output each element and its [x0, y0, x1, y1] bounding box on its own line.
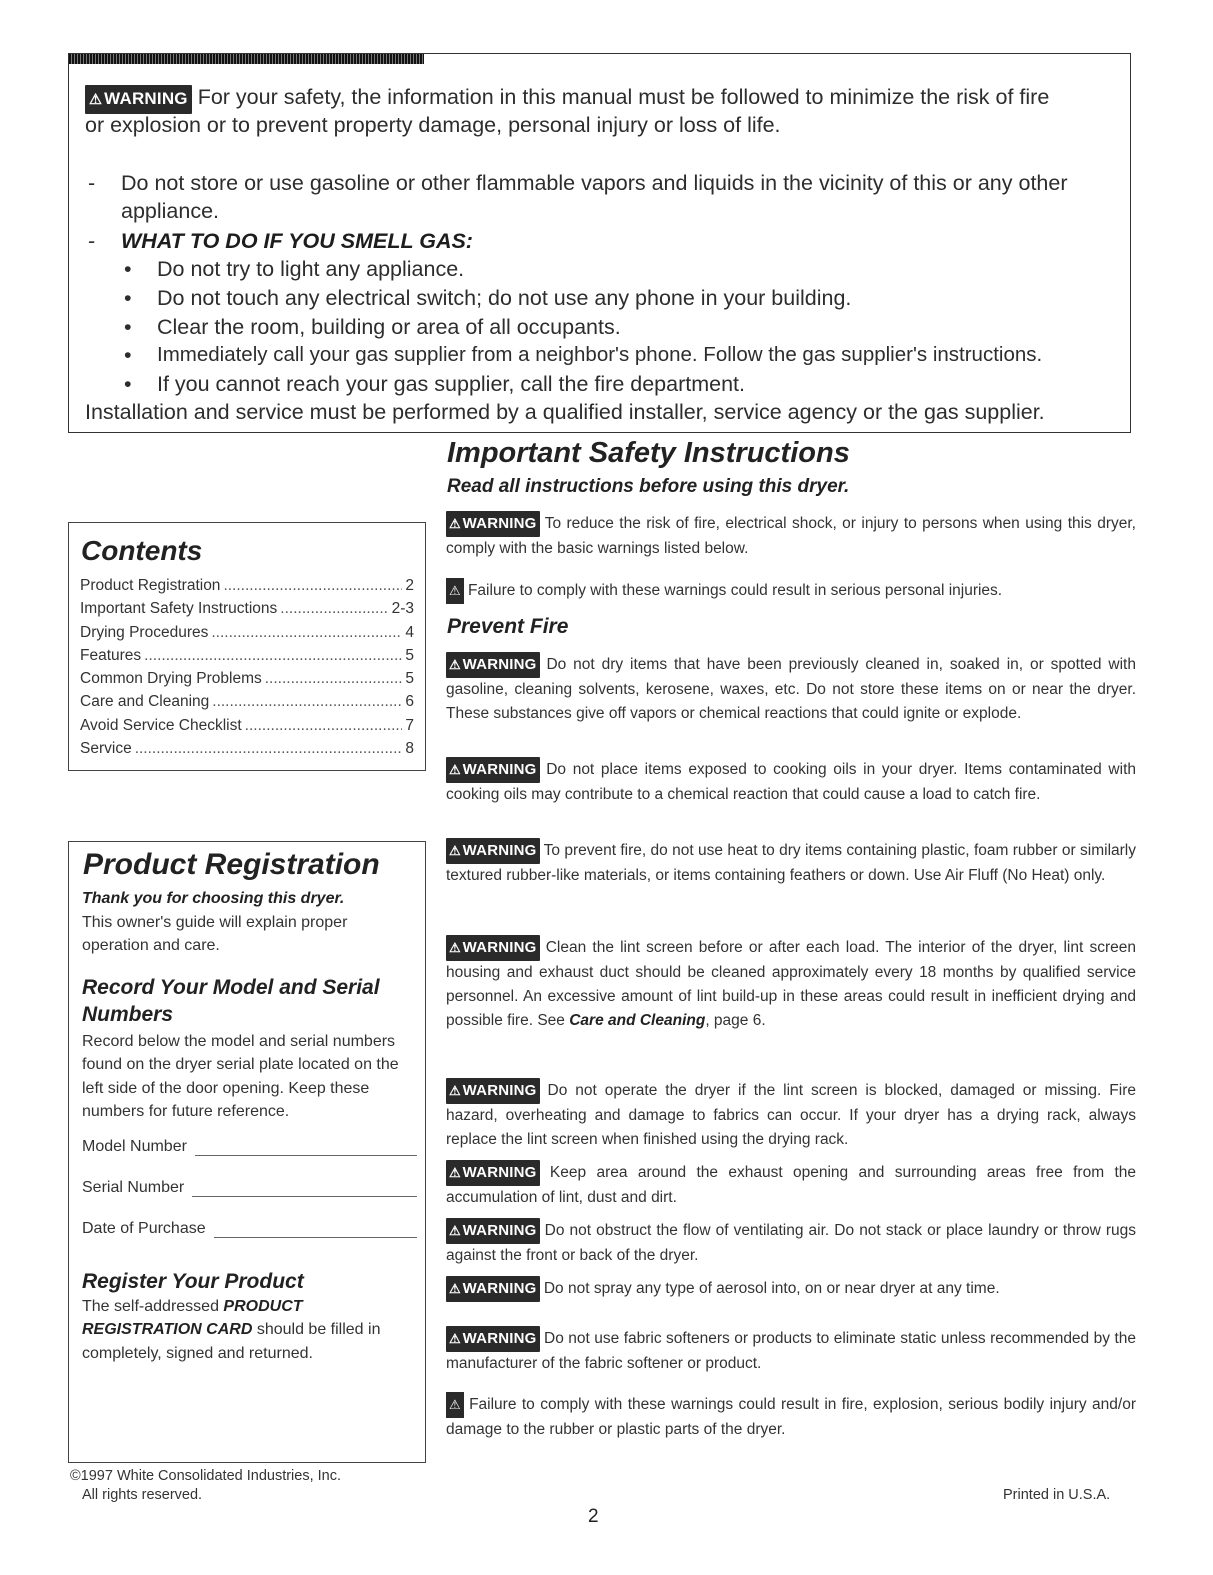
warning-badge: ⚠ WARNING — [446, 1326, 540, 1352]
serial-number-field[interactable] — [82, 1179, 417, 1197]
bullet-icon: • — [124, 257, 132, 281]
warning-badge: ⚠ WARNING — [446, 511, 540, 537]
warning-triangle-icon: ⚠ — [449, 516, 461, 531]
warning-triangle-icon: ⚠ — [449, 843, 461, 858]
warning-paragraph: ⚠ WARNING Do not use fabric softeners or products to eliminate static unless recommended by the manufacturer of the fabric softener or product. — [446, 1326, 1136, 1376]
gas-bullet: Do not touch any electrical switch; do not use any phone in your building. — [157, 286, 852, 310]
warning-badge: ⚠ WARNING — [446, 1276, 540, 1302]
record-heading: Record Your Model and Serial Numbers — [82, 975, 380, 1026]
copyright: ©1997 White Consolidated Industries, Inc. — [70, 1468, 342, 1484]
final-caution-paragraph: ⚠ Failure to comply with these warnings could result in fire, explosion, serious bodily injury and/or damage to the rubber or plastic parts of the dryer. — [446, 1392, 1136, 1442]
warning-triangle-icon: ⚠ — [446, 1392, 464, 1418]
warning-badge: ⚠ WARNING — [446, 1160, 540, 1186]
gas-bullet: Do not try to light any appliance. — [157, 257, 465, 281]
warning-badge: ⚠ WARNING — [446, 1218, 540, 1244]
registration-box — [68, 841, 426, 1463]
rights-reserved: All rights reserved. — [82, 1487, 203, 1503]
warning-badge: ⚠ WARNING — [446, 838, 540, 864]
warning-triangle-icon: ⚠ — [449, 1223, 461, 1238]
warning-triangle-icon: ⚠ — [446, 578, 464, 604]
contents-title: Contents — [81, 535, 203, 566]
warning-badge: ⚠ WARNING — [446, 1078, 540, 1104]
contents-item[interactable]: Drying Procedures ..... 4 — [80, 621, 414, 644]
warning-paragraph: ⚠ WARNING Clean the lint screen before or after each load. The interior of the dryer, lint screen housing and exhaust duct should be cleaned approximately every 18 months by qualified service personnel. An excessive amount of lint build-up in these areas could result in inefficient drying and possible fire. See Care and Cleaning, page 6. — [446, 935, 1136, 1033]
register-heading: Register Your Product — [82, 1269, 304, 1293]
dash-icon: - — [88, 171, 96, 195]
top-warning-intro: ⚠ WARNING For your safety, the information in this manual must be followed to minimize the risk of fire — [85, 84, 1049, 114]
prevent-fire-heading: Prevent Fire — [447, 615, 569, 638]
warning-paragraph: ⚠ WARNING To prevent fire, do not use heat to dry items containing plastic, foam rubber or similarly textured rubber-like materials, or items containing feathers or down. Use Air Fluff (No Heat) only. — [446, 838, 1136, 888]
contents-box — [68, 522, 426, 771]
page-title: Important Safety Instructions — [447, 437, 850, 469]
warning-badge: ⚠ WARNING — [85, 85, 192, 114]
warning-paragraph: ⚠ WARNING Do not dry items that have been previously cleaned in, soaked in, or spotted with gasoline, cleaning solvents, kerosene, waxes, etc. Do not store these items on or near the dryer. These substances give off vapors or chemical reactions that could ignite or explode. — [446, 652, 1136, 726]
warning-paragraph: ⚠ WARNING Do not spray any type of aerosol into, on or near dryer at any time. — [446, 1276, 1136, 1302]
gas-bullet: Immediately call your gas supplier from a neighbor's phone. Follow the gas supplier's instructions. — [157, 343, 1043, 366]
warning-badge: ⚠ WARNING — [446, 652, 540, 678]
warning-triangle-icon: ⚠ — [449, 1331, 461, 1346]
register-text: The self-addressed PRODUCT REGISTRATION CARD should be filled in completely, signed and returned. — [82, 1297, 381, 1362]
contents-item[interactable]: Common Drying Problems ..... 5 — [80, 667, 414, 690]
warning-badge: ⚠ WARNING — [446, 935, 540, 961]
model-number-line[interactable] — [195, 1141, 417, 1156]
gas-bullet: If you cannot reach your gas supplier, call the fire department. — [157, 372, 745, 396]
contents-item[interactable]: Features ..... 5 — [80, 644, 414, 667]
warning-triangle-icon: ⚠ — [449, 1165, 461, 1180]
gas-heading: WHAT TO DO IF YOU SMELL GAS: — [121, 229, 473, 253]
registration-body — [82, 887, 417, 1365]
contents-item[interactable]: Avoid Service Checklist ..... 7 — [80, 714, 414, 737]
contents-list — [80, 574, 414, 760]
gas-bullet: Clear the room, building or area of all occupants. — [157, 315, 621, 339]
dash-icon: - — [88, 229, 96, 253]
registration-title: Product Registration — [83, 848, 380, 881]
purchase-date-label: Date of Purchase — [82, 1219, 206, 1237]
model-number-field[interactable] — [82, 1138, 417, 1156]
record-text: Record below the model and serial numbers found on the dryer serial plate located on the left side of the door opening. Keep these numbers for future reference. — [82, 1032, 399, 1120]
contents-item[interactable]: Care and Cleaning ..... 6 — [80, 690, 414, 713]
warning-triangle-icon: ⚠ — [449, 940, 461, 955]
contents-item[interactable]: Product Registration ..... 2 — [80, 574, 414, 597]
model-number-label: Model Number — [82, 1137, 187, 1155]
top-footer: Installation and service must be performed by a qualified installer, service agency or the gas supplier. — [85, 400, 1045, 424]
purchase-date-line[interactable] — [214, 1223, 417, 1238]
warning-triangle-icon: ⚠ — [449, 1281, 461, 1296]
bullet-icon: • — [124, 315, 132, 339]
contents-item[interactable]: Important Safety Instructions ..... 2-3 — [80, 597, 414, 620]
intro-paragraph: ⚠ WARNING To reduce the risk of fire, electrical shock, or injury to persons when using this dryer, comply with the basic warnings listed below. — [446, 511, 1136, 561]
top-warning-intro-cont: or explosion or to prevent property damage, personal injury or loss of life. — [85, 113, 781, 137]
warning-paragraph: ⚠ WARNING Do not obstruct the flow of ventilating air. Do not stack or place laundry or throw rugs against the front or back of the dryer. — [446, 1218, 1136, 1268]
warning-paragraph: ⚠ WARNING Do not place items exposed to cooking oils in your dryer. Items contaminated with cooking oils may contribute to a chemical reaction that could cause a load to catch fire. — [446, 757, 1136, 807]
decorative-bar — [69, 54, 424, 64]
registration-card-label: PRODUCT REGISTRATION CARD — [82, 1297, 303, 1338]
top-item1: Do not store or use gasoline or other flammable vapors and liquids in the vicinity of this or any other — [121, 171, 1068, 195]
warning-paragraph: ⚠ WARNING Do not operate the dryer if the lint screen is blocked, damaged or missing. Fire hazard, overheating and damage to fabrics can occur. If your dryer has a drying rack, always replace the lint screen when finished using the drying rack. — [446, 1078, 1136, 1152]
page-number: 2 — [588, 1506, 599, 1527]
registration-thanks: Thank you for choosing this dryer. — [82, 890, 345, 907]
registration-intro: This owner's guide will explain proper operation and care. — [82, 913, 348, 954]
warning-triangle-icon: ⚠ — [89, 92, 103, 108]
serial-number-line[interactable] — [192, 1182, 417, 1197]
warning-triangle-icon: ⚠ — [449, 762, 461, 777]
bullet-icon: • — [124, 343, 132, 367]
printed-in: Printed in U.S.A. — [1003, 1487, 1111, 1503]
care-cleaning-reference: Care and Cleaning — [569, 1012, 706, 1029]
page-subtitle: Read all instructions before using this dryer. — [447, 476, 850, 497]
warning-triangle-icon: ⚠ — [449, 1083, 461, 1098]
bullet-icon: • — [124, 372, 132, 396]
purchase-date-field[interactable] — [82, 1220, 417, 1238]
serial-number-label: Serial Number — [82, 1178, 185, 1196]
contents-item[interactable]: Service ..... 8 — [80, 737, 414, 760]
intro-paragraph-2: ⚠ Failure to comply with these warnings could result in serious personal injuries. — [446, 578, 1136, 604]
bullet-icon: • — [124, 286, 132, 310]
top-item1-cont: appliance. — [121, 199, 220, 223]
warning-badge: ⚠ WARNING — [446, 757, 540, 783]
warning-triangle-icon: ⚠ — [449, 657, 461, 672]
warning-paragraph: ⚠ WARNING Keep area around the exhaust opening and surrounding areas free from the accumulation of lint, dust and dirt. — [446, 1160, 1136, 1210]
